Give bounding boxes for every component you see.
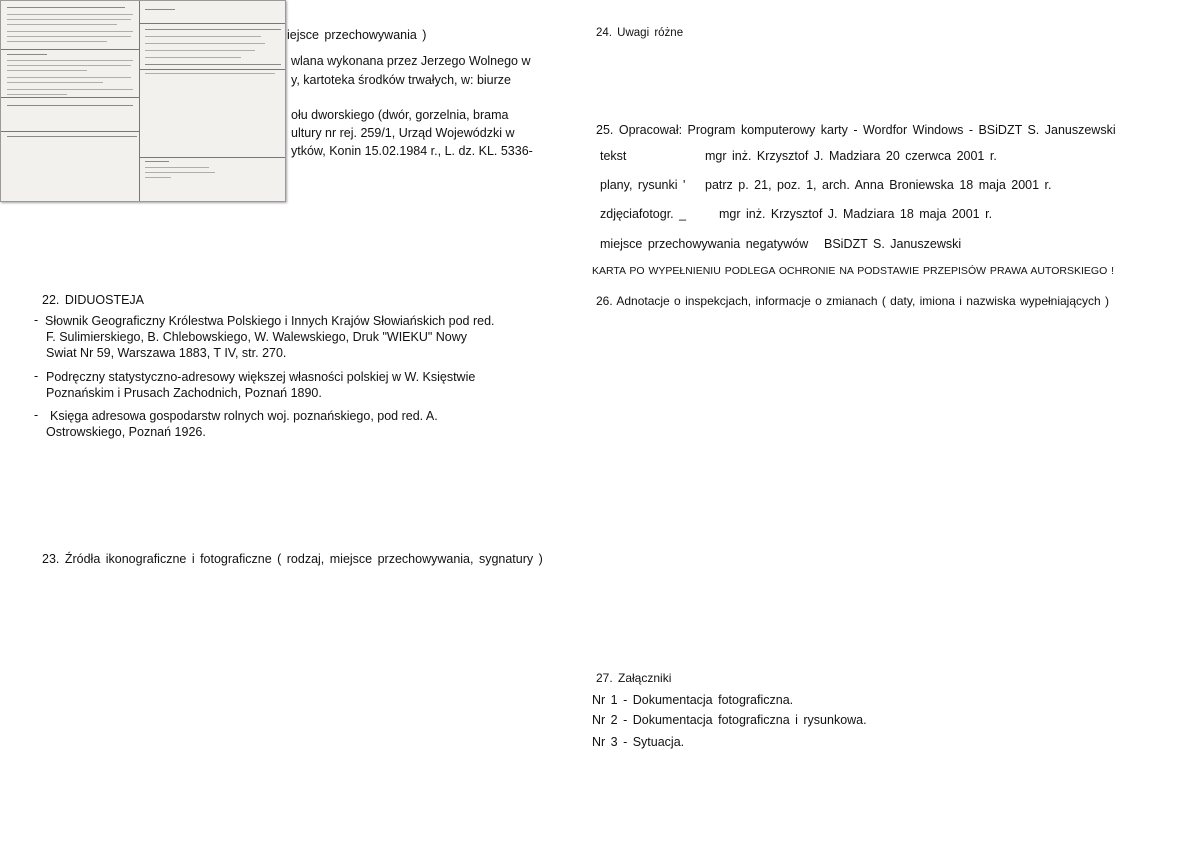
- thumbnail-divider: [1, 49, 139, 50]
- thumbnail-text: [7, 14, 133, 15]
- thumbnail-text: [7, 65, 131, 66]
- bullet: -: [34, 369, 39, 383]
- text-line: ultury nr rej. 259/1, Urząd Wojewódzki w: [291, 126, 515, 140]
- credit-label: miejsce przechowywania negatywów: [600, 237, 809, 251]
- attachment-item: Nr 1 - Dokumentacja fotograficzna.: [592, 693, 794, 707]
- bibliography-item: [45, 313, 565, 361]
- bullet: -: [34, 313, 39, 327]
- thumbnail-text: [7, 36, 131, 37]
- attachment-item: Nr 2 - Dokumentacja fotograficzna i rysunkowa.: [592, 713, 867, 727]
- thumbnail-divider: [1, 97, 139, 98]
- section-24-title: 24. Uwagi różne: [596, 27, 684, 39]
- text-line: Księga adresowa gospodarstw rolnych woj. poznańskiego, pod red. A.: [50, 409, 438, 423]
- section-26-title: 26. Adnotacje o inspekcjach, informacje o zmianach ( daty, imiona i nazwiska wypełniających ): [596, 294, 1110, 308]
- thumbnail-text: [7, 7, 125, 8]
- thumbnail-text: [145, 9, 175, 10]
- thumbnail-text: [145, 57, 241, 58]
- thumbnail-text: [7, 41, 107, 42]
- section-23-title: 23. Źródła ikonograficzne i fotograficzne ( rodzaj, miejsce przechowywania, sygnatury ): [42, 552, 543, 566]
- text-line: Poznańskim i Prusach Zachodnich, Poznań 1890.: [46, 386, 322, 400]
- thumbnail-text: [7, 105, 133, 106]
- thumbnail-text: [145, 177, 171, 178]
- thumbnail-text: [145, 73, 275, 74]
- text-line: Słownik Geograficzny Królestwa Polskiego i Innych Krajów Słowiańskich pod red.: [45, 314, 495, 328]
- thumbnail-text: [7, 77, 131, 78]
- thumbnail-text: [7, 136, 137, 137]
- section-27-title: 27. Załączniki: [596, 671, 672, 685]
- credit-label: plany, rysunki ': [600, 178, 686, 192]
- thumbnail-divider: [1, 131, 139, 132]
- credit-value: BSiDZT S. Januszewski: [824, 237, 962, 251]
- thumbnail-text: [145, 43, 265, 44]
- thumbnail-text: [7, 89, 133, 90]
- thumbnail-text: [7, 70, 87, 71]
- thumbnail-text: [7, 94, 67, 95]
- card-thumbnail: [0, 0, 286, 202]
- credit-value: mgr inż. Krzysztof J. Madziara 20 czerwca 2001 r.: [705, 149, 997, 163]
- text-line: wlana wykonana przez Jerzego Wolnego w: [291, 54, 531, 68]
- thumbnail-text: [7, 82, 103, 83]
- copyright-notice: KARTA PO WYPEŁNIENIU PODLEGA OCHRONIE NA PODSTAWIE PRZEPISÓW PRAWA AUTORSKIEGO !: [592, 265, 1115, 277]
- thumbnail-divider: [139, 23, 285, 24]
- section-22-title: 22. DIDUOSTEJA: [42, 293, 145, 307]
- thumbnail-text: [145, 167, 209, 168]
- thumbnail-text: [145, 172, 215, 173]
- thumbnail-text: [7, 24, 117, 25]
- text-line: Ostrowskiego, Poznań 1926.: [46, 425, 206, 439]
- credit-label: zdjęciafotogr. _: [600, 207, 687, 221]
- thumbnail-text: [7, 31, 133, 32]
- thumbnail-text: [7, 60, 133, 61]
- thumbnail-text: [145, 50, 255, 51]
- attachment-item: Nr 3 - Sytuacja.: [592, 735, 685, 749]
- bullet: -: [34, 408, 39, 422]
- text-line: Podręczny statystyczno-adresowy większej własności polskiej w W. Księstwie: [46, 370, 476, 384]
- credit-value: mgr inż. Krzysztof J. Madziara 18 maja 2001 r.: [719, 207, 993, 221]
- section-25-title: 25. Opracował: Program komputerowy karty - Wordfor Windows - BSiDZT S. Januszewski: [596, 123, 1116, 137]
- bibliography-item: [46, 408, 566, 440]
- thumbnail-text: [7, 19, 131, 20]
- section-21-header-fragment: iejsce przechowywania ): [287, 28, 427, 42]
- text-line: F. Sulimierskiego, B. Chlebowskiego, W. Walewskiego, Druk "WIEKU" Nowy: [46, 330, 468, 344]
- paragraph-fragment-2: [291, 107, 564, 159]
- text-line: y, kartoteka środków trwałych, w: biurze: [291, 73, 511, 87]
- bibliography-item: [46, 369, 566, 401]
- credit-value: patrz p. 21, poz. 1, arch. Anna Broniewska 18 maja 2001 r.: [705, 178, 1052, 192]
- text-line: Swiat Nr 59, Warszawa 1883, T IV, str. 270.: [46, 346, 287, 360]
- thumbnail-text: [145, 36, 261, 37]
- thumbnail-text: [145, 161, 169, 162]
- thumbnail-divider: [139, 157, 285, 158]
- credit-label: tekst: [600, 149, 627, 163]
- thumbnail-divider: [139, 69, 285, 70]
- thumbnail-text: [145, 64, 281, 65]
- text-line: ołu dworskiego (dwór, gorzelnia, brama: [291, 108, 509, 122]
- text-line: ytków, Konin 15.02.1984 r., L. dz. KL. 5336-: [291, 144, 533, 158]
- thumbnail-column-divider: [139, 1, 140, 201]
- thumbnail-text: [7, 54, 47, 55]
- paragraph-fragment-1: [291, 53, 564, 88]
- thumbnail-text: [145, 29, 281, 30]
